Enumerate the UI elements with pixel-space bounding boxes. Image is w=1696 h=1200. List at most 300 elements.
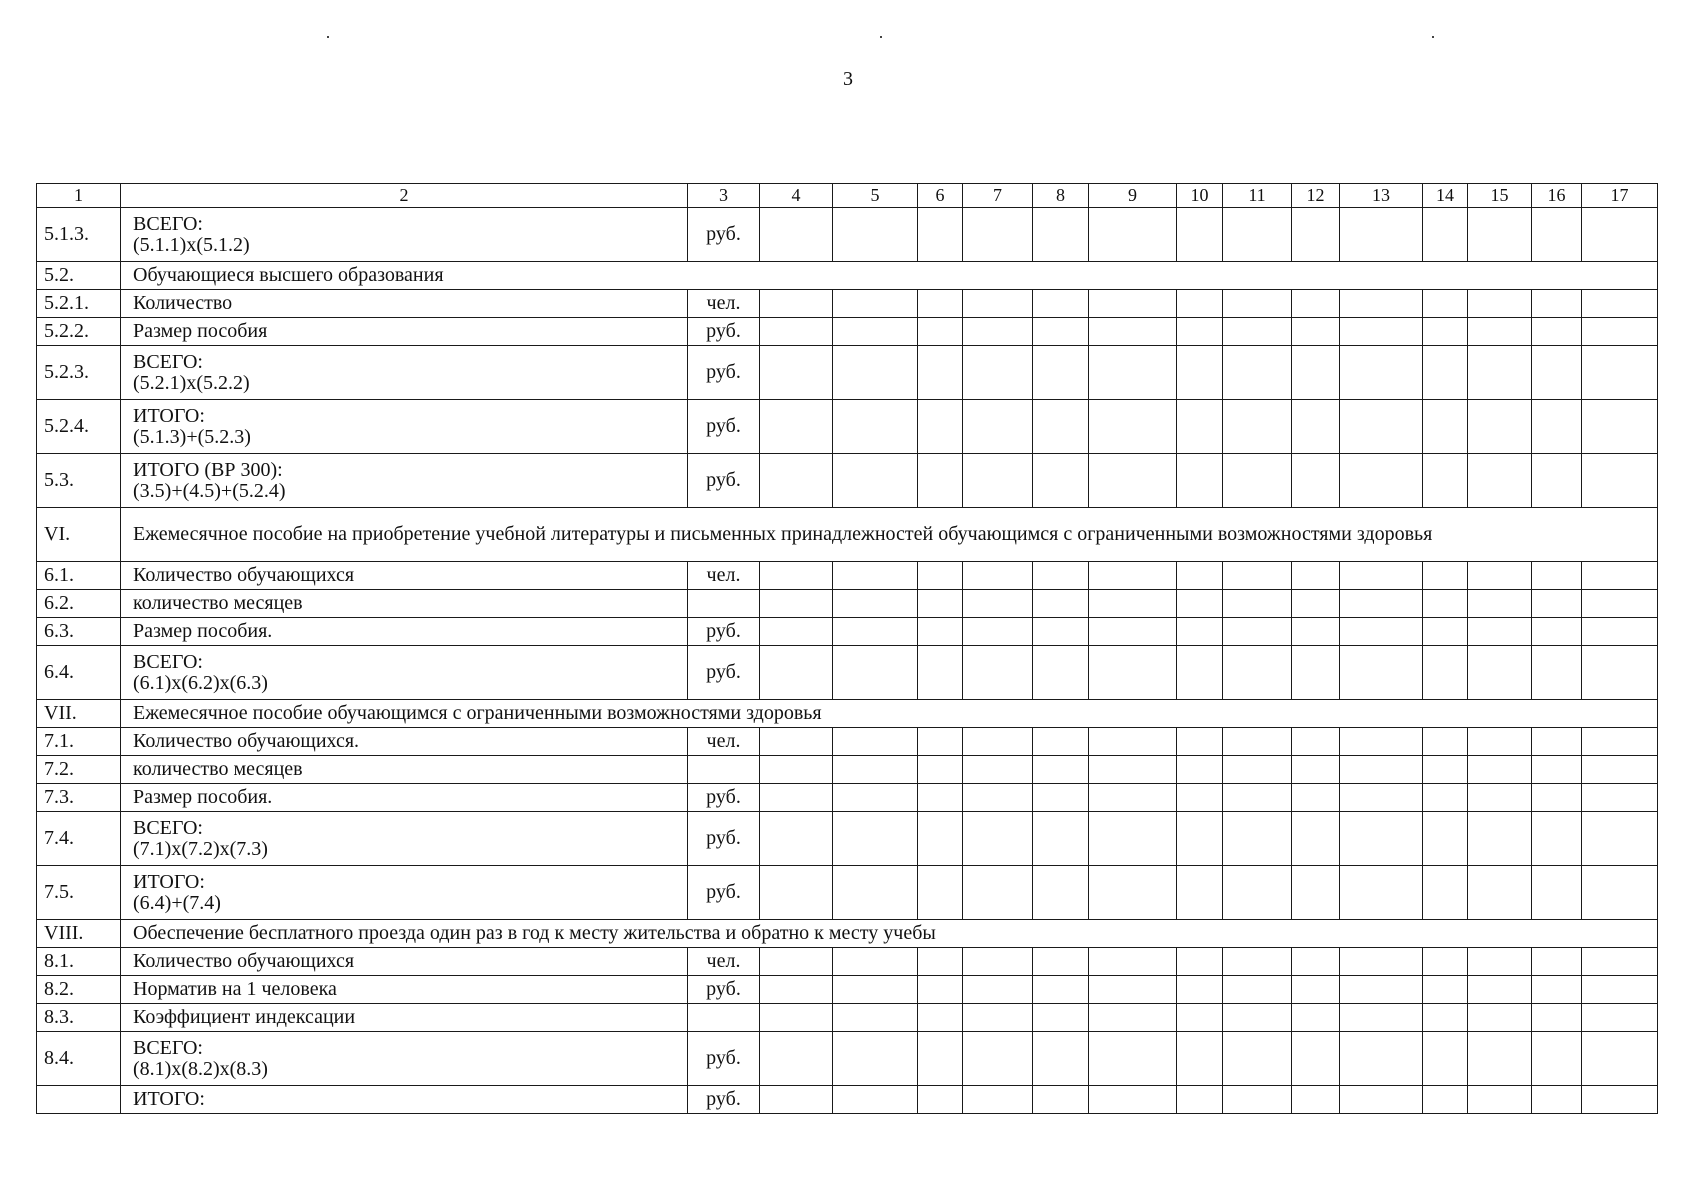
value-cell — [918, 562, 963, 590]
row-unit: чел. — [688, 948, 760, 976]
value-cell — [1582, 784, 1658, 812]
value-cell — [1423, 1032, 1468, 1086]
value-cell — [1582, 948, 1658, 976]
value-cell — [1223, 618, 1292, 646]
value-cell — [833, 346, 918, 400]
column-header: 14 — [1423, 184, 1468, 208]
row-unit: руб. — [688, 976, 760, 1004]
value-cell — [1089, 728, 1177, 756]
value-cell — [1532, 1086, 1582, 1114]
row-unit: чел. — [688, 562, 760, 590]
value-cell — [963, 866, 1033, 920]
row-number: 5.2.1. — [37, 290, 121, 318]
value-cell — [918, 290, 963, 318]
value-cell — [1292, 784, 1340, 812]
value-cell — [1423, 812, 1468, 866]
value-cell — [1468, 812, 1532, 866]
table-row — [37, 508, 1658, 562]
table-row — [37, 318, 1658, 346]
value-cell — [1532, 618, 1582, 646]
value-cell — [760, 590, 833, 618]
column-header: 2 — [121, 184, 688, 208]
value-cell — [1223, 454, 1292, 508]
row-label: количество месяцев — [121, 590, 688, 618]
value-cell — [1532, 590, 1582, 618]
value-cell — [1423, 618, 1468, 646]
value-cell — [1223, 1004, 1292, 1032]
value-cell — [833, 976, 918, 1004]
value-cell — [833, 1086, 918, 1114]
value-cell — [1177, 618, 1223, 646]
value-cell — [1582, 590, 1658, 618]
value-cell — [1532, 290, 1582, 318]
value-cell — [1532, 756, 1582, 784]
value-cell — [1292, 618, 1340, 646]
row-unit: чел. — [688, 290, 760, 318]
value-cell — [1033, 756, 1089, 784]
value-cell — [1468, 756, 1532, 784]
row-unit: руб. — [688, 346, 760, 400]
value-cell — [918, 948, 963, 976]
value-cell — [1468, 728, 1532, 756]
value-cell — [1532, 208, 1582, 262]
value-cell — [963, 590, 1033, 618]
value-cell — [833, 784, 918, 812]
value-cell — [1033, 400, 1089, 454]
value-cell — [1532, 728, 1582, 756]
value-cell — [1423, 866, 1468, 920]
value-cell — [1033, 208, 1089, 262]
row-label-line: ИТОГО (ВР 300): — [133, 458, 283, 481]
value-cell — [1177, 866, 1223, 920]
row-label — [121, 646, 688, 700]
value-cell — [1468, 784, 1532, 812]
value-cell — [1089, 318, 1177, 346]
value-cell — [1089, 346, 1177, 400]
value-cell — [918, 1032, 963, 1086]
row-number — [37, 1086, 121, 1114]
row-number: VIII. — [37, 920, 121, 948]
value-cell — [1177, 290, 1223, 318]
value-cell — [1423, 590, 1468, 618]
value-cell — [1423, 976, 1468, 1004]
row-number: 6.2. — [37, 590, 121, 618]
column-header: 17 — [1582, 184, 1658, 208]
value-cell — [1423, 1004, 1468, 1032]
value-cell — [1468, 454, 1532, 508]
row-formula: (5.1.3)+(5.2.3) — [133, 425, 251, 448]
value-cell — [1033, 866, 1089, 920]
value-cell — [1177, 590, 1223, 618]
value-cell — [833, 290, 918, 318]
row-label: Количество обучающихся — [121, 562, 688, 590]
value-cell — [760, 646, 833, 700]
value-cell — [1177, 646, 1223, 700]
value-cell — [1223, 756, 1292, 784]
value-cell — [833, 756, 918, 784]
value-cell — [1292, 756, 1340, 784]
value-cell — [1292, 1032, 1340, 1086]
value-cell — [1089, 454, 1177, 508]
budget-table — [36, 183, 1658, 1114]
value-cell — [1340, 728, 1423, 756]
value-cell — [760, 290, 833, 318]
value-cell — [1423, 562, 1468, 590]
value-cell — [963, 454, 1033, 508]
value-cell — [1223, 812, 1292, 866]
value-cell — [1223, 590, 1292, 618]
table-row — [37, 454, 1658, 508]
value-cell — [1033, 346, 1089, 400]
value-cell — [1340, 1086, 1423, 1114]
value-cell — [1223, 646, 1292, 700]
row-label-line: ИТОГО: — [133, 870, 205, 893]
value-cell — [1468, 290, 1532, 318]
table-row — [37, 700, 1658, 728]
column-header: 6 — [918, 184, 963, 208]
value-cell — [1582, 562, 1658, 590]
value-cell — [1223, 1086, 1292, 1114]
value-cell — [1089, 976, 1177, 1004]
value-cell — [1292, 1004, 1340, 1032]
value-cell — [1089, 590, 1177, 618]
value-cell — [760, 346, 833, 400]
table-row — [37, 290, 1658, 318]
value-cell — [1582, 618, 1658, 646]
value-cell — [833, 1004, 918, 1032]
value-cell — [1532, 812, 1582, 866]
value-cell — [1292, 208, 1340, 262]
row-unit: руб. — [688, 208, 760, 262]
value-cell — [760, 400, 833, 454]
row-unit — [688, 1004, 760, 1032]
row-label: Размер пособия. — [121, 618, 688, 646]
value-cell — [760, 866, 833, 920]
value-cell — [1292, 454, 1340, 508]
value-cell — [833, 400, 918, 454]
value-cell — [1292, 646, 1340, 700]
value-cell — [963, 1086, 1033, 1114]
row-number: 6.4. — [37, 646, 121, 700]
value-cell — [1582, 346, 1658, 400]
column-header: 12 — [1292, 184, 1340, 208]
value-cell — [833, 948, 918, 976]
value-cell — [918, 208, 963, 262]
value-cell — [1340, 756, 1423, 784]
value-cell — [1089, 812, 1177, 866]
value-cell — [1340, 646, 1423, 700]
table-row — [37, 866, 1658, 920]
value-cell — [1532, 318, 1582, 346]
value-cell — [760, 318, 833, 346]
value-cell — [1468, 976, 1532, 1004]
column-header: 9 — [1089, 184, 1177, 208]
value-cell — [963, 346, 1033, 400]
section-title: Ежемесячное пособие на приобретение учебной литературы и письменных принадлежностей обучающимся с ограниченными возможностями здоровья — [121, 508, 1658, 562]
table-row — [37, 262, 1658, 290]
value-cell — [1033, 948, 1089, 976]
table-row — [37, 208, 1658, 262]
value-cell — [1223, 784, 1292, 812]
value-cell — [1177, 812, 1223, 866]
value-cell — [1582, 976, 1658, 1004]
value-cell — [1423, 784, 1468, 812]
value-cell — [1033, 784, 1089, 812]
value-cell — [918, 812, 963, 866]
row-label: Количество — [121, 290, 688, 318]
value-cell — [1223, 346, 1292, 400]
value-cell — [1340, 784, 1423, 812]
value-cell — [833, 646, 918, 700]
row-unit: руб. — [688, 454, 760, 508]
column-header: 5 — [833, 184, 918, 208]
row-number: 8.4. — [37, 1032, 121, 1086]
value-cell — [1340, 866, 1423, 920]
row-number: 8.1. — [37, 948, 121, 976]
value-cell — [918, 590, 963, 618]
value-cell — [1468, 562, 1532, 590]
value-cell — [918, 318, 963, 346]
value-cell — [1223, 948, 1292, 976]
value-cell — [1423, 948, 1468, 976]
row-number: 7.4. — [37, 812, 121, 866]
value-cell — [1468, 618, 1532, 646]
column-header: 10 — [1177, 184, 1223, 208]
row-label: Количество обучающихся. — [121, 728, 688, 756]
value-cell — [963, 400, 1033, 454]
value-cell — [1089, 1086, 1177, 1114]
value-cell — [918, 866, 963, 920]
row-label-line: ВСЕГО: — [133, 350, 203, 373]
row-label-line: ВСЕГО: — [133, 212, 203, 235]
value-cell — [1532, 866, 1582, 920]
table-row — [37, 756, 1658, 784]
value-cell — [1582, 400, 1658, 454]
value-cell — [1292, 400, 1340, 454]
value-cell — [1089, 562, 1177, 590]
value-cell — [1292, 866, 1340, 920]
row-formula: (6.1)х(6.2)х(6.3) — [133, 671, 268, 694]
value-cell — [1177, 1004, 1223, 1032]
value-cell — [1340, 948, 1423, 976]
row-number: VI. — [37, 508, 121, 562]
value-cell — [963, 812, 1033, 866]
value-cell — [918, 618, 963, 646]
value-cell — [1340, 400, 1423, 454]
value-cell — [963, 646, 1033, 700]
value-cell — [1177, 318, 1223, 346]
value-cell — [1292, 728, 1340, 756]
row-number: 5.2.2. — [37, 318, 121, 346]
row-label: количество месяцев — [121, 756, 688, 784]
value-cell — [1033, 318, 1089, 346]
value-cell — [1292, 346, 1340, 400]
value-cell — [963, 318, 1033, 346]
value-cell — [1468, 1086, 1532, 1114]
value-cell — [1468, 948, 1532, 976]
row-unit: руб. — [688, 812, 760, 866]
value-cell — [1292, 290, 1340, 318]
value-cell — [1582, 290, 1658, 318]
value-cell — [1340, 454, 1423, 508]
value-cell — [1089, 400, 1177, 454]
value-cell — [760, 1086, 833, 1114]
value-cell — [1033, 618, 1089, 646]
value-cell — [918, 976, 963, 1004]
row-number: 6.1. — [37, 562, 121, 590]
page-number: 3 — [843, 68, 853, 90]
row-number: 5.2. — [37, 262, 121, 290]
table-row — [37, 1032, 1658, 1086]
value-cell — [963, 784, 1033, 812]
row-label: Количество обучающихся — [121, 948, 688, 976]
row-number: 6.3. — [37, 618, 121, 646]
value-cell — [1177, 728, 1223, 756]
row-number: 5.2.3. — [37, 346, 121, 400]
value-cell — [1468, 1032, 1532, 1086]
value-cell — [1033, 590, 1089, 618]
value-cell — [963, 618, 1033, 646]
value-cell — [833, 590, 918, 618]
row-label — [121, 812, 688, 866]
value-cell — [1089, 866, 1177, 920]
row-label — [121, 866, 688, 920]
value-cell — [1582, 646, 1658, 700]
table-row — [37, 728, 1658, 756]
row-number: 7.3. — [37, 784, 121, 812]
value-cell — [1089, 1004, 1177, 1032]
row-label-line: ИТОГО: — [133, 404, 205, 427]
table-row — [37, 618, 1658, 646]
row-formula: (5.1.1)х(5.1.2) — [133, 233, 250, 256]
value-cell — [1340, 346, 1423, 400]
row-number: 5.2.4. — [37, 400, 121, 454]
value-cell — [1582, 208, 1658, 262]
value-cell — [1177, 976, 1223, 1004]
row-number: 7.2. — [37, 756, 121, 784]
value-cell — [1089, 1032, 1177, 1086]
row-label: Коэффициент индексации — [121, 1004, 688, 1032]
value-cell — [1223, 208, 1292, 262]
table-row — [37, 1004, 1658, 1032]
value-cell — [1340, 590, 1423, 618]
value-cell — [833, 728, 918, 756]
value-cell — [1532, 948, 1582, 976]
row-unit: руб. — [688, 1032, 760, 1086]
value-cell — [1223, 562, 1292, 590]
table-row — [37, 812, 1658, 866]
value-cell — [1177, 1086, 1223, 1114]
column-header: 1 — [37, 184, 121, 208]
column-header: 16 — [1532, 184, 1582, 208]
value-cell — [760, 784, 833, 812]
value-cell — [1423, 728, 1468, 756]
row-number: 7.1. — [37, 728, 121, 756]
row-formula: (6.4)+(7.4) — [133, 891, 221, 914]
value-cell — [1223, 866, 1292, 920]
value-cell — [1532, 646, 1582, 700]
value-cell — [760, 812, 833, 866]
value-cell — [1468, 400, 1532, 454]
value-cell — [760, 208, 833, 262]
value-cell — [833, 454, 918, 508]
value-cell — [1089, 618, 1177, 646]
row-unit — [688, 756, 760, 784]
value-cell — [1532, 562, 1582, 590]
value-cell — [1292, 318, 1340, 346]
value-cell — [1089, 948, 1177, 976]
value-cell — [833, 1032, 918, 1086]
value-cell — [1177, 400, 1223, 454]
table-row — [37, 976, 1658, 1004]
value-cell — [1532, 1004, 1582, 1032]
value-cell — [1177, 562, 1223, 590]
value-cell — [1292, 590, 1340, 618]
row-number: 8.2. — [37, 976, 121, 1004]
value-cell — [1223, 976, 1292, 1004]
value-cell — [1177, 756, 1223, 784]
value-cell — [1532, 976, 1582, 1004]
value-cell — [1582, 756, 1658, 784]
value-cell — [963, 208, 1033, 262]
row-unit: руб. — [688, 866, 760, 920]
row-number: VII. — [37, 700, 121, 728]
table-row — [37, 346, 1658, 400]
row-label: Размер пособия. — [121, 784, 688, 812]
value-cell — [1582, 866, 1658, 920]
value-cell — [1582, 728, 1658, 756]
value-cell — [1177, 208, 1223, 262]
value-cell — [1177, 948, 1223, 976]
value-cell — [1423, 346, 1468, 400]
value-cell — [963, 1004, 1033, 1032]
value-cell — [1340, 562, 1423, 590]
value-cell — [1423, 318, 1468, 346]
section-title: Обеспечение бесплатного проезда один раз в год к месту жительства и обратно к месту учебы — [121, 920, 1658, 948]
value-cell — [833, 812, 918, 866]
value-cell — [833, 618, 918, 646]
table-row — [37, 920, 1658, 948]
column-header: 3 — [688, 184, 760, 208]
value-cell — [1033, 1086, 1089, 1114]
table-row — [37, 948, 1658, 976]
column-header: 4 — [760, 184, 833, 208]
value-cell — [1468, 208, 1532, 262]
value-cell — [963, 290, 1033, 318]
table-row — [37, 646, 1658, 700]
table-row — [37, 562, 1658, 590]
value-cell — [918, 646, 963, 700]
value-cell — [1423, 756, 1468, 784]
value-cell — [1340, 618, 1423, 646]
column-header-row — [37, 184, 1658, 208]
row-unit: руб. — [688, 1086, 760, 1114]
value-cell — [1582, 318, 1658, 346]
value-cell — [1292, 948, 1340, 976]
value-cell — [1223, 318, 1292, 346]
row-number: 8.3. — [37, 1004, 121, 1032]
value-cell — [918, 728, 963, 756]
row-label: Размер пособия — [121, 318, 688, 346]
value-cell — [1033, 454, 1089, 508]
value-cell — [1292, 812, 1340, 866]
section-title: Обучающиеся высшего образования — [121, 262, 1658, 290]
row-label — [121, 346, 688, 400]
value-cell — [963, 562, 1033, 590]
value-cell — [1340, 318, 1423, 346]
column-header: 15 — [1468, 184, 1532, 208]
row-label-line: ВСЕГО: — [133, 1036, 203, 1059]
